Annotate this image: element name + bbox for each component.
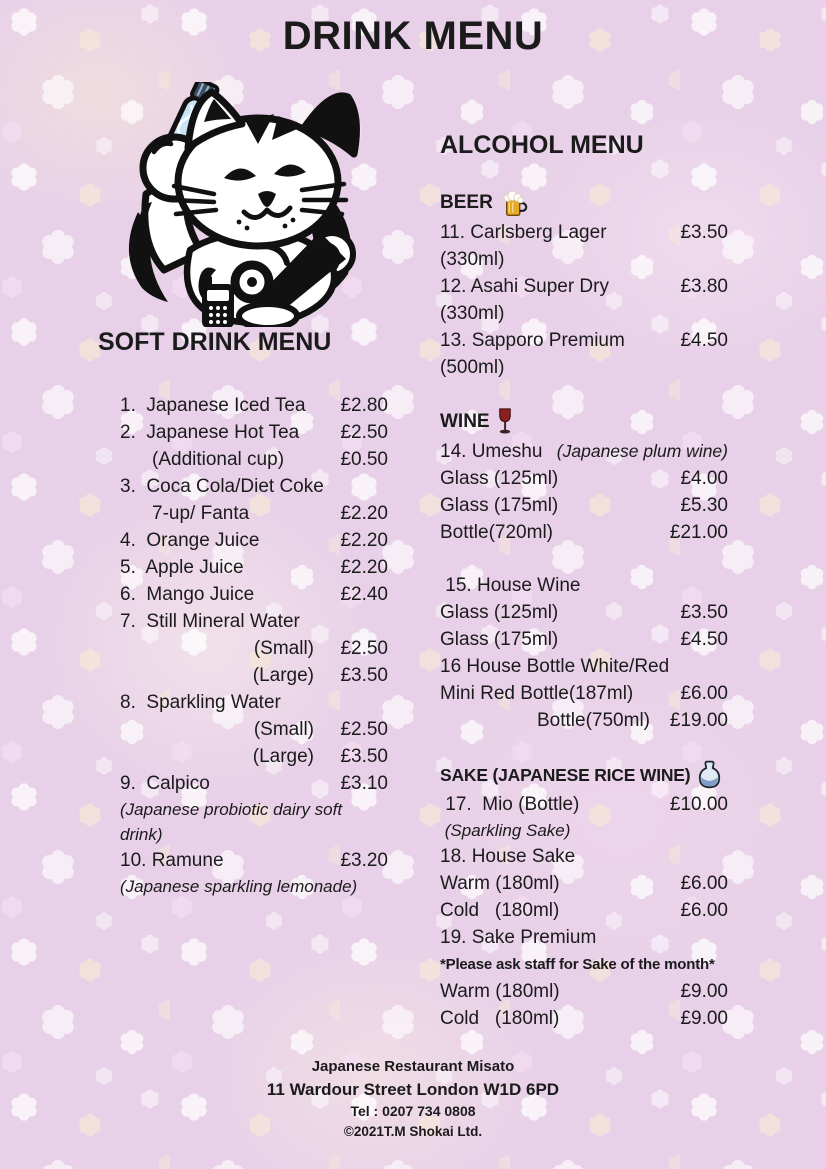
menu-item-row [440,897,728,924]
item-price: £2.20 [340,530,388,551]
menu-item-row [440,438,728,465]
item-price: £3.20 [340,850,388,871]
wine-list [440,438,728,734]
menu-item-row [440,572,728,599]
item-price: £3.10 [340,773,388,794]
menu-item-row [120,743,388,770]
menu-item-row [120,770,388,797]
menu-item-row [440,626,728,653]
item-price: £3.50 [340,665,388,686]
menu-item-row [440,978,728,1005]
menu-item-row [440,246,728,273]
item-price: £21.00 [669,522,728,543]
menu-item-row [440,707,728,734]
menu-item-row [120,419,388,446]
item-name: 5. Apple Juice [120,557,244,578]
item-name: 7. Still Mineral Water [120,611,300,632]
menu-item-row [440,653,728,680]
item-name: Glass (125ml) [440,602,559,623]
item-name: Cold (180ml) [440,1008,560,1029]
item-name: Warm (180ml) [440,981,560,1002]
maneki-neko-cat-illustration [116,82,366,327]
menu-item-row [120,554,388,581]
item-price: £5.30 [680,495,728,516]
item-price: £6.00 [680,900,728,921]
menu-item-row [440,1005,728,1032]
item-name: 7-up/ Fanta [152,503,250,524]
menu-item-row [440,492,728,519]
item-price: £3.50 [680,602,728,623]
restaurant-address: 11 Wardour Street London W1D 6PD [266,1080,560,1099]
item-price: £19.00 [669,710,728,731]
item-price: £2.50 [340,638,388,659]
item-name: 9. Calpico [120,773,210,794]
menu-item-row [440,273,728,300]
sake-list [440,791,728,1032]
menu-item-row [120,716,388,743]
menu-item-row [120,689,388,716]
menu-item-row [120,847,388,874]
item-name: Mini Red Bottle(187ml) [440,683,634,704]
item-name: 8. Sparkling Water [120,692,281,713]
item-price: £2.20 [340,557,388,578]
beer-mug-icon [501,191,528,217]
menu-item-row [120,473,388,500]
wine-section [440,407,728,734]
item-name: (Japanese probiotic dairy soft drink) [120,800,347,844]
item-name: (Large) [252,746,314,767]
menu-item-row [440,791,728,818]
item-price: £3.50 [680,222,728,243]
item-name: 17. Mio (Bottle) [440,794,580,815]
item-name: (Large) [252,665,314,686]
alcohol-menu-heading: ALCOHOL MENU [440,131,644,159]
item-name: 13. Sapporo Premium [440,330,625,351]
menu-item-row [120,608,388,635]
item-name: 11. Carlsberg Lager [440,222,607,243]
menu-item-row [440,354,728,381]
sake-bottle-icon [698,760,721,789]
item-name: Glass (125ml) [440,468,559,489]
item-name: 1. Japanese Iced Tea [120,395,306,416]
item-name: 14. Umeshu [440,441,548,462]
item-price: £6.00 [680,873,728,894]
item-name: (330ml) [440,303,505,324]
menu-item-row [120,874,388,899]
item-name: 12. Asahi Super Dry [440,276,609,297]
footer [0,1056,826,1142]
alcohol-menu-column [440,128,728,1032]
item-name: 10. Ramune [120,850,224,871]
item-name: (Small) [253,638,314,659]
restaurant-name: Japanese Restaurant Misato [311,1058,515,1075]
item-price: £9.00 [680,981,728,1002]
item-name: 4. Orange Juice [120,530,260,551]
item-name: *Please ask staff for Sake of the month* [440,956,715,973]
sake-section-label: SAKE (JAPANESE RICE WINE) [440,765,691,785]
item-name: 15. House Wine [440,575,581,596]
item-name: (500ml) [440,357,505,378]
item-name: Cold (180ml) [440,900,560,921]
beer-section [440,188,728,381]
item-price: £4.50 [680,629,728,650]
item-price: £2.20 [340,503,388,524]
item-name: (Japanese sparkling lemonade) [120,877,358,896]
menu-item-row [440,818,728,843]
item-price: £9.00 [680,1008,728,1029]
menu-item-row [440,465,728,492]
item-name: 2. Japanese Hot Tea [120,422,300,443]
item-name: Bottle(720ml) [440,522,553,543]
menu-item-row [120,662,388,689]
beer-list [440,219,728,381]
item-price: £2.80 [340,395,388,416]
menu-item-row [120,446,388,473]
item-name: (330ml) [440,249,505,270]
item-price: £4.50 [680,330,728,351]
menu-item-row [440,951,728,978]
page-title: DRINK MENU [282,14,544,58]
beer-section-label: BEER [440,192,493,213]
item-name: Warm (180ml) [440,873,560,894]
item-price: £6.00 [680,683,728,704]
item-price: £2.50 [340,719,388,740]
item-name: Glass (175ml) [440,629,559,650]
menu-item-row [440,327,728,354]
item-price: £3.50 [340,746,388,767]
menu-item-row [440,843,728,870]
item-name: Bottle(750ml) [537,710,650,731]
wine-glass-icon [498,408,512,436]
menu-item-row [440,870,728,897]
item-name: Glass (175ml) [440,495,559,516]
item-price: £10.00 [669,794,728,815]
menu-item-row [120,500,388,527]
menu-item-row [120,581,388,608]
menu-item-row [440,680,728,707]
soft-drink-list [120,392,388,899]
menu-item-row [120,527,388,554]
menu-item-row [440,924,728,951]
item-name: 6. Mango Juice [120,584,255,605]
item-name: 18. House Sake [440,846,576,867]
wine-section-label: WINE [440,411,490,432]
item-name: (Sparkling Sake) [440,821,571,840]
item-price: £0.50 [340,449,388,470]
menu-item-row [440,300,728,327]
item-name: 3. Coca Cola/Diet Coke [120,476,324,497]
item-name: (Additional cup) [152,449,285,470]
copyright: ©2021T.M Shokai Ltd. [343,1124,483,1139]
menu-item-row [440,219,728,246]
menu-item-row [120,392,388,419]
menu-item-row [120,797,388,847]
item-note: (Japanese plum wine) [556,441,728,461]
menu-item-row [440,519,728,546]
item-price: £3.80 [680,276,728,297]
item-name: 19. Sake Premium [440,927,597,948]
item-price: £4.00 [680,468,728,489]
item-price: £2.50 [340,422,388,443]
item-name: (Small) [253,719,314,740]
item-name: 16 House Bottle White/Red [440,656,670,677]
soft-drink-menu-heading: SOFT DRINK MENU [98,328,332,356]
restaurant-phone: Tel : 0207 734 0808 [350,1103,476,1119]
menu-item-row [440,599,728,626]
item-price: £2.40 [340,584,388,605]
menu-item-row [120,635,388,662]
sake-section [440,760,728,1032]
